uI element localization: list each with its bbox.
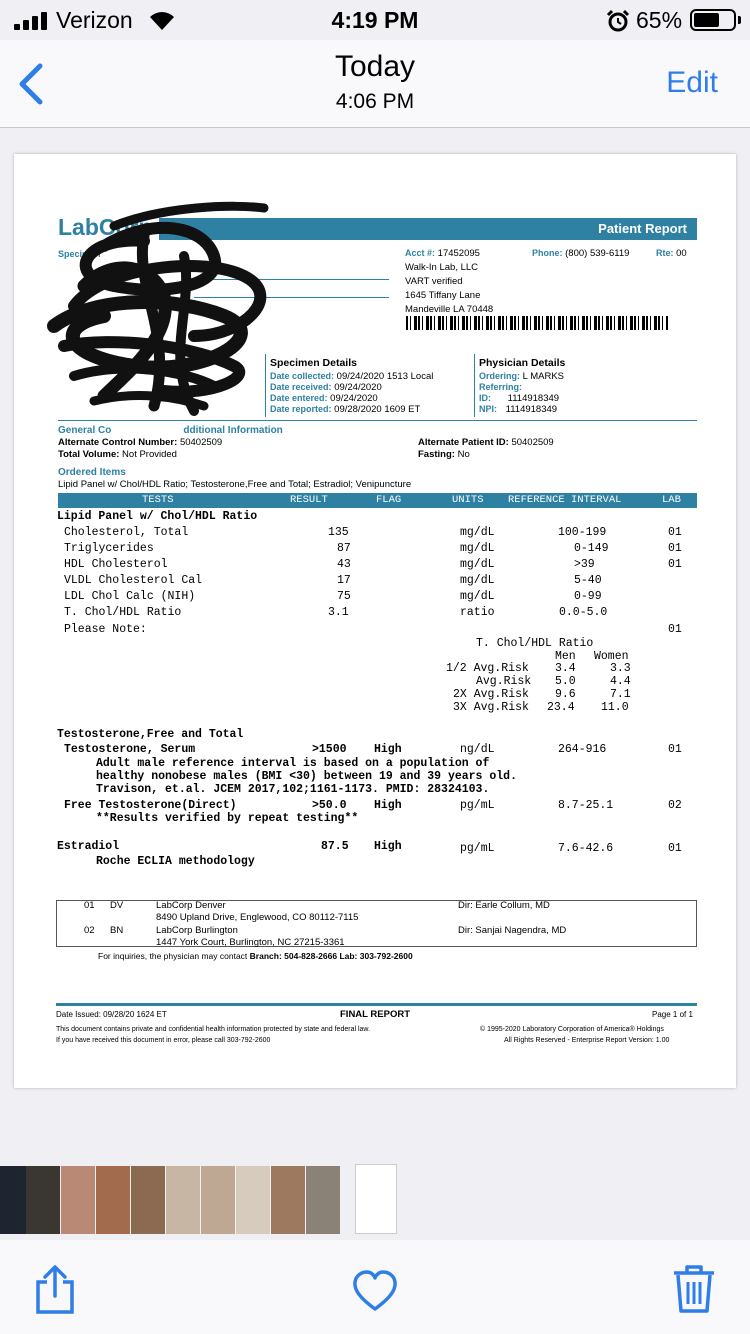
status-time: 4:19 PM — [331, 7, 419, 33]
trash-icon[interactable] — [672, 1264, 716, 1314]
column-header: TESTS — [142, 494, 174, 506]
physician-details-title: Physician Details — [479, 357, 566, 369]
result-note: healthy nonobese males (BMI <30) between 19 and 39 years old. — [96, 770, 517, 783]
photo-thumbnail[interactable] — [201, 1166, 235, 1234]
physician-row: ID: 1114918349 — [479, 393, 560, 404]
risk-women-header: Women — [594, 650, 629, 663]
photo-thumbnail[interactable] — [306, 1166, 340, 1234]
specimen-details-title: Specimen Details — [270, 357, 357, 369]
copyright: All Rights Reserved - Enterprise Report Version: 1.00 — [504, 1037, 670, 1044]
photo-thumbnail[interactable] — [26, 1166, 60, 1234]
specimen-row: Date collected: 09/24/2020 1513 Local — [270, 371, 434, 382]
result-note: Adult male reference interval is based on a population of — [96, 757, 490, 770]
photo-thumbnail[interactable] — [96, 1166, 130, 1234]
nav-subtitle: 4:06 PM — [335, 90, 415, 113]
physician-row: Ordering: L MARKS — [479, 371, 565, 382]
nav-title: Today — [334, 50, 416, 83]
result-note: **Results verified by repeat testing** — [96, 812, 359, 825]
navigation-bar — [0, 40, 750, 128]
address-line: 1645 Tiffany Lane — [405, 290, 481, 301]
divider — [474, 354, 475, 417]
inquiries-text: For inquiries, the physician may contact Branch: 504-828-2666 Lab: 303-792-2600 — [98, 951, 413, 961]
battery-percent: 65% — [636, 7, 683, 33]
share-icon[interactable] — [34, 1264, 76, 1314]
photo-thumbnail-selected[interactable] — [355, 1164, 397, 1234]
total-volume-row: Total Volume: Not Provided — [58, 449, 177, 460]
final-report-label: FINAL REPORT — [340, 1009, 411, 1020]
date-issued: Date Issued: 09/28/20 1624 ET — [56, 1010, 167, 1019]
footer-rule — [56, 1003, 697, 1006]
address-line: VART verified — [405, 276, 463, 287]
specimen-row: Date entered: 09/24/2020 — [270, 393, 378, 404]
account-row: Acct #: 17452095 — [405, 248, 480, 259]
edit-button[interactable]: Edit — [666, 66, 718, 99]
results-table-header — [58, 493, 697, 508]
specimen-label: Specimen — [58, 249, 101, 259]
phone-row: Phone: (800) 539-6119 — [532, 248, 630, 259]
column-header: FLAG — [376, 494, 402, 506]
status-bar — [0, 0, 750, 40]
photo-thumbnail[interactable] — [61, 1166, 95, 1234]
photo-thumbnail-strip — [0, 1164, 750, 1238]
ordered-items-text: Lipid Panel w/ Chol/HDL Ratio; Testosterone,Free and Total; Estradiol; Venipuncture — [58, 479, 412, 490]
lab-report-photo[interactable]: Patient Report LabCorp Specimen Acct #: 17452095 Phone: (800) 539-6119 Rte: 00 Walk-In Lab, LLC VART verified 1645 Tiffany Lane Mandeville LA 70448 Specimen Details Date collected: 09/24/2020 1513 Local Date received: 09/24/2020 Date entered: 09/24/2020 Date reported: 09/28/2020 1609 ET Physician Details Ordering: L MARKS Referring: ID: 1114918349 NPI: 1114918349 General Co dditional Information Alternate Control Number: 50402509 Total Volume: Not Provided Alternate Patient ID: 50402509 Fasting: No Ordered Items Lipid Panel w/ Chol/HDL Ratio; Testosterone,Free and Total; Estradiol; Venipuncture TESTS RESULT FLAG UNITS REFERENCE INTERVAL LAB Lipid Panel w/ Chol/HDL Ratio Cholesterol, Total 135 mg/dL 100-199 01 Triglycerides 87 mg/dL 0-149 01 HDL Cholesterol 43 mg/dL >39 01 VLDL Cholesterol Cal 17 mg/dL 5-40 LDL Chol Calc (NIH) 75 mg/dL 0-99 T. Chol/HDL Ratio 3.1 ratio 0.0-5.0 Please Note: 01 T. Chol/HDL Ratio Men Women 1/2 Avg.Risk 3.4 3.3 Avg.Risk 5.0 4.4 2X Avg.Risk 9.6 7.1 3X Avg.Risk 23.4 11.0 Testosterone,Free and Total Testosterone, Serum >1500 High ng/dL 264-916 01 Adult male reference interval is based on a population of healthy nonobese males (BMI <30) between 19 and 39 years old. Travison, et.al. JCEM 2017,102;1161-1173. PMID: 28324103. Free Testosterone(Direct) >50.0 High pg/mL 8.7-25.1 02 **Results verified by repeat testing** Estradiol 87.5 High pg/mL 7.6-42.6 01 Roche ECLIA methodology 01 DV LabCorp Denver 8490 Upland Drive, Englewood, CO 80112-7115 Dir: Earle Collum, MD 02 BN LabCorp Burlington 1447 York Court, Burlington, NC 27215-3361 Dir: Sanjai Nagendra, MD For inquiries, the physician may contact Branch: 504-828-2666 Lab: 303-792-2600 Date Issued: 09/28/20 1624 ET FINAL REPORT Page 1 of 1 This document contains private and confidential health information protected by state and federal law. If you have received this document in error, please call 303-792-2600 © 1995-2020 Laboratory Corporation of America® Holdings All Rights Reserved - Enterprise Report Version: 1.00 — [14, 154, 736, 1088]
photo-thumbnail[interactable] — [271, 1166, 305, 1234]
column-header: REFERENCE INTERVAL — [508, 494, 622, 506]
physician-row: NPI: 1114918349 — [479, 404, 558, 415]
photo-thumbnail[interactable] — [236, 1166, 270, 1234]
page-number: Page 1 of 1 — [652, 1010, 693, 1019]
alarm-icon — [606, 9, 630, 33]
physician-row: Referring: — [479, 382, 523, 392]
photo-thumbnail[interactable] — [166, 1166, 200, 1234]
performing-labs-box — [56, 900, 697, 947]
column-header: RESULT — [290, 494, 328, 506]
testosterone-title: Testosterone,Free and Total — [57, 728, 244, 741]
result-note: Roche ECLIA methodology — [96, 855, 255, 868]
bottom-toolbar — [0, 1240, 750, 1334]
specimen-row: Date received: 09/24/2020 — [270, 382, 382, 393]
copyright: © 1995-2020 Laboratory Corporation of America® Holdings — [480, 1026, 664, 1033]
fasting-row: Fasting: No — [418, 449, 470, 460]
privacy-notice: If you have received this document in error, please call 303-792-2600 — [56, 1037, 271, 1044]
lipid-panel-title: Lipid Panel w/ Chol/HDL Ratio — [57, 510, 258, 523]
risk-title: T. Chol/HDL Ratio — [476, 637, 594, 650]
column-header: UNITS — [452, 494, 484, 506]
address-line: Mandeville LA 70448 — [405, 304, 494, 315]
labcorp-logo: LabCorp — [58, 214, 159, 242]
battery-icon — [690, 9, 736, 31]
alt-control-row: Alternate Control Number: 50402509 — [58, 437, 223, 448]
column-header: LAB — [662, 494, 681, 506]
marker-redaction — [44, 196, 284, 426]
carrier-name: Verizon — [56, 7, 133, 33]
report-title: Patient Report — [598, 221, 687, 236]
ordered-items-title: Ordered Items — [58, 467, 126, 478]
privacy-notice: This document contains private and confidential health information protected by state and federal law. — [56, 1026, 371, 1033]
address-line: Walk-In Lab, LLC — [405, 262, 479, 273]
battery-tip — [738, 16, 741, 24]
alt-patient-row: Alternate Patient ID: 50402509 — [418, 437, 554, 448]
specimen-row: Date reported: 09/28/2020 1609 ET — [270, 404, 421, 415]
risk-men-header: Men — [555, 650, 576, 663]
photo-thumbnail[interactable] — [131, 1166, 165, 1234]
barcode — [406, 316, 668, 330]
general-info-title: General Co dditional Information — [58, 425, 283, 436]
route-row: Rte: 00 — [656, 248, 687, 259]
heart-icon[interactable] — [352, 1270, 398, 1312]
result-note: Travison, et.al. JCEM 2017,102;1161-1173. PMID: 28324103. — [96, 783, 490, 796]
